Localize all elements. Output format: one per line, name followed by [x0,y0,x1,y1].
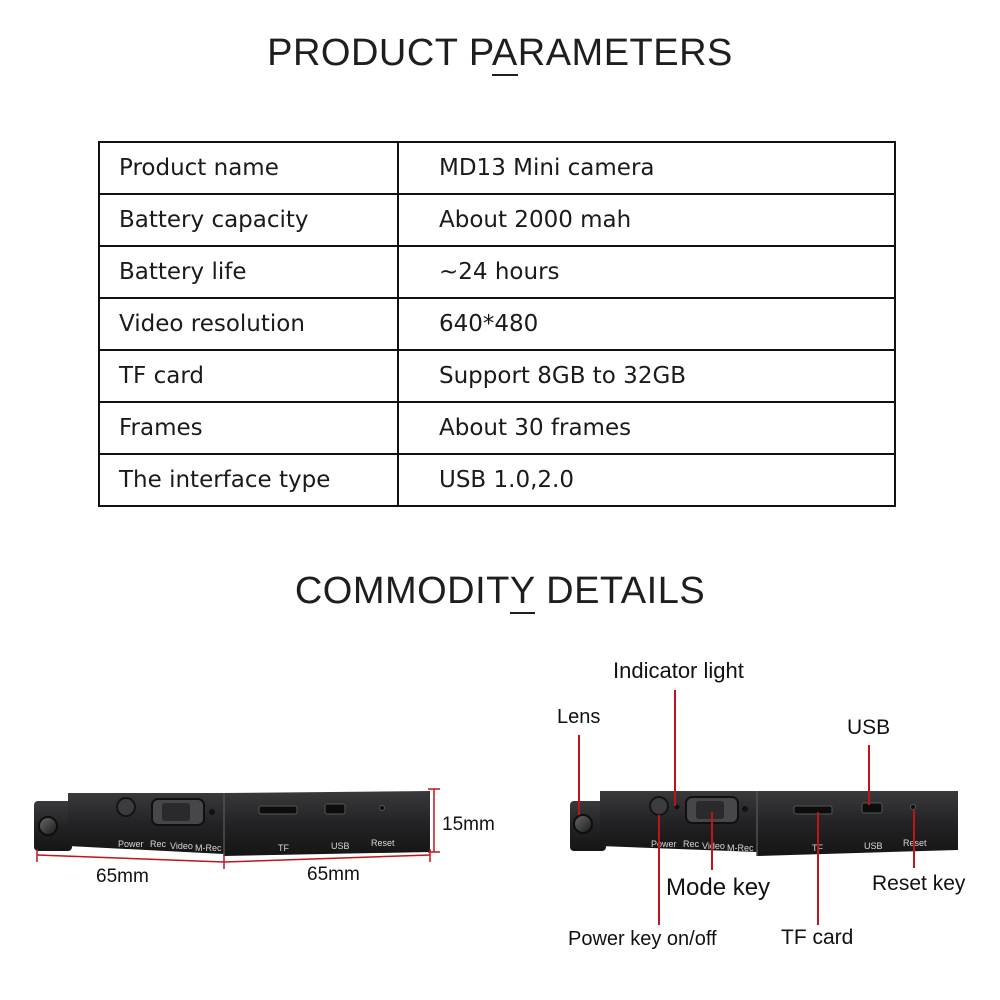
printed-label-mrec: M-Rec [195,843,222,853]
printed-label-video: Video [170,841,193,851]
param-value: ~24 hours [398,246,895,298]
camera-device-right [570,791,958,856]
param-value: Support 8GB to 32GB [398,350,895,402]
param-label: Battery life [99,246,398,298]
printed-label-usb: USB [864,841,883,851]
usb-port-icon [862,803,882,813]
callout-usb: USB [847,716,891,739]
heading-text-part: PRODUCT P [267,32,492,74]
printed-label-reset: Reset [371,838,395,848]
power-button-icon [117,798,135,816]
dimension-width-right-label: 65mm [307,864,360,885]
dimension-width-left-label: 65mm [96,866,149,887]
heading-text-part: RAMETERS [517,32,733,74]
callout-reset-key: Reset key [872,872,966,895]
param-label: Product name [99,142,398,194]
param-label: Frames [99,402,398,454]
param-value: MD13 Mini camera [398,142,895,194]
reset-hole-icon [380,806,385,811]
param-value: 640*480 [398,298,895,350]
param-value: USB 1.0,2.0 [398,454,895,506]
param-value: About 2000 mah [398,194,895,246]
printed-label-video: Video [702,841,725,851]
param-value: About 30 frames [398,402,895,454]
indicator-light-icon [209,809,215,815]
printed-label-power: Power [651,839,677,849]
heading-text-part: DETAILS [535,570,706,612]
callout-power-key: Power key on/off [568,928,717,950]
callout-tf-card: TF card [781,926,854,949]
usb-port-icon [325,804,345,814]
camera-device-left [34,791,430,856]
printed-label-tf: TF [278,843,289,853]
printed-label-usb: USB [331,841,350,851]
printed-label-reset: Reset [903,838,927,848]
mode-slider-knob [696,801,724,819]
param-label: Battery capacity [99,194,398,246]
callout-mode-key: Mode key [666,874,771,901]
lens-icon [574,815,592,833]
dimension-height-label: 15mm [442,814,495,835]
param-label: Video resolution [99,298,398,350]
tf-slot-icon [794,806,832,814]
heading-text-underlined: Y [509,570,536,612]
lens-icon [39,817,57,835]
power-button-icon [650,797,668,815]
printed-label-rec: Rec [683,839,700,849]
printed-label-mrec: M-Rec [727,843,754,853]
printed-label-power: Power [118,839,144,849]
device-face-right [224,791,430,856]
param-label: The interface type [99,454,398,506]
heading-text-underlined: A [491,32,518,74]
tf-slot-icon [259,806,297,814]
callout-indicator-light: Indicator light [613,658,744,683]
param-label: TF card [99,350,398,402]
callout-lens: Lens [557,706,601,728]
heading-text-part: COMMODIT [294,570,510,612]
reset-hole-icon [911,805,916,810]
device-face-right [757,791,958,856]
printed-label-rec: Rec [150,839,167,849]
printed-label-tf: TF [812,843,823,853]
mode-slider-knob [162,803,190,821]
